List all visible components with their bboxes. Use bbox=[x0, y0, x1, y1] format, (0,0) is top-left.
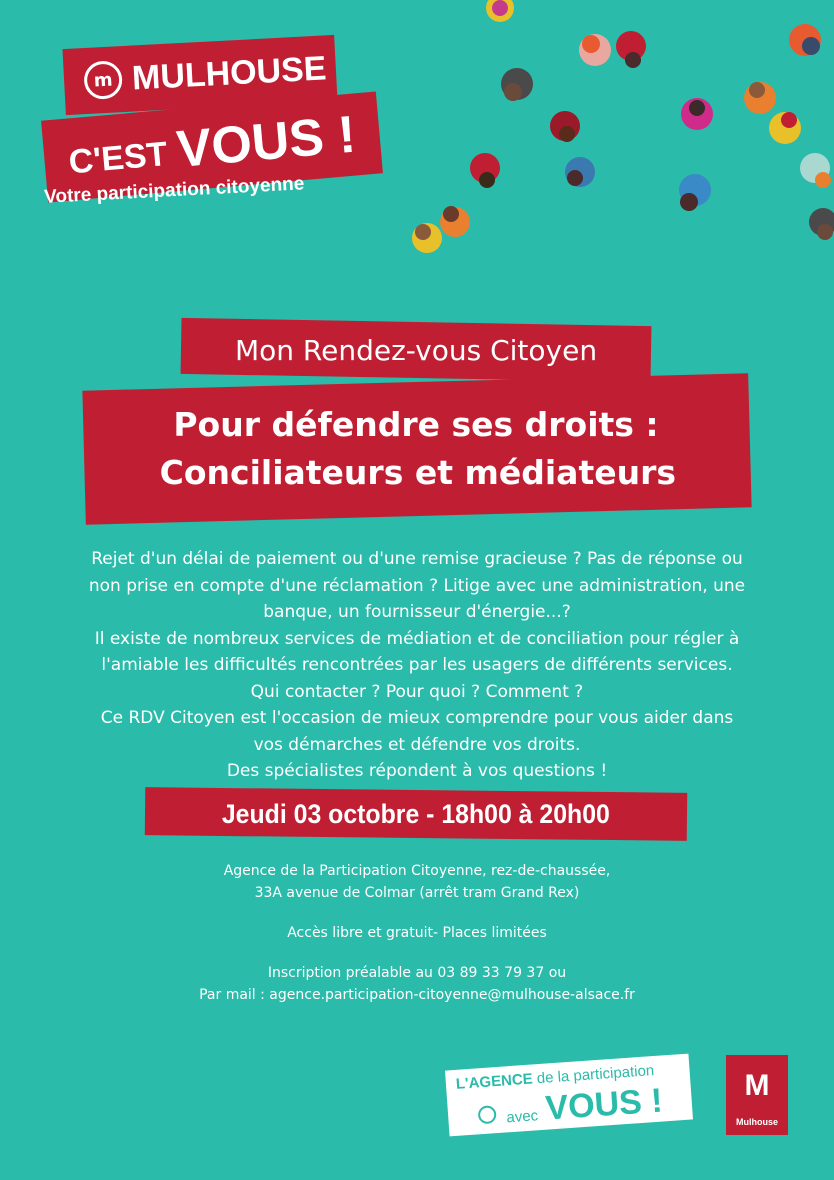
agence-participation-logo bbox=[445, 1054, 693, 1137]
event-title-banner bbox=[82, 373, 751, 524]
person-figure bbox=[565, 157, 595, 187]
person-figure bbox=[579, 31, 646, 68]
logo-mulhouse-text: MULHOUSE bbox=[131, 48, 328, 98]
person-figure bbox=[412, 206, 470, 253]
description-line: Rejet d'un délai de paiement ou d'une remise gracieuse ? Pas de réponse ou bbox=[91, 549, 743, 569]
city-logo-letter: M bbox=[744, 1069, 770, 1102]
city-logo-name: Mulhouse bbox=[736, 1117, 778, 1127]
mulhouse-city-logo bbox=[726, 1055, 788, 1135]
registration-info bbox=[100, 962, 734, 1006]
event-series-banner bbox=[181, 318, 652, 382]
location-line1: Agence de la Participation Citoyenne, rez-de-chaussée, bbox=[223, 863, 611, 879]
description-line: banque, un fournisseur d'énergie...? bbox=[263, 602, 571, 622]
registration-phone: Inscription préalable au 03 89 33 79 37 ou bbox=[267, 965, 567, 981]
location-info bbox=[100, 860, 734, 904]
registration-email: Par mail : agence.participation-citoyenne@mulhouse-alsace.fr bbox=[199, 987, 635, 1003]
location-line2: 33A avenue de Colmar (arrêt tram Grand Rex) bbox=[254, 885, 580, 901]
agence-logo-de-la: de la participation bbox=[536, 1062, 655, 1088]
description-line: vos démarches et défendre vos droits. bbox=[253, 734, 581, 755]
event-title-line1: Pour défendre ses droits : bbox=[173, 405, 659, 445]
person-figure bbox=[681, 98, 713, 130]
access-info bbox=[100, 922, 734, 944]
lightbulb-icon bbox=[478, 1105, 497, 1124]
person-figure bbox=[550, 111, 580, 142]
agence-logo-avec: avec bbox=[505, 1107, 539, 1127]
people-crowd-illustration bbox=[395, 0, 834, 280]
description-line: Des spécialistes répondent à vos questions ! bbox=[226, 761, 608, 781]
logo-vous-text: VOUS ! bbox=[174, 105, 358, 179]
agence-logo-agence: L'AGENCE bbox=[455, 1070, 534, 1093]
description-text bbox=[40, 546, 794, 785]
description-line: Qui contacter ? Pour quoi ? Comment ? bbox=[250, 681, 584, 702]
description-line: Ce RDV Citoyen est l'occasion de mieux comprendre pour vous aider dans bbox=[100, 708, 734, 728]
person-figure bbox=[501, 68, 533, 101]
event-series-label: Mon Rendez-vous Citoyen bbox=[234, 333, 598, 367]
logo-cest-text: C'EST bbox=[67, 134, 169, 181]
person-figure bbox=[800, 153, 831, 188]
person-figure bbox=[789, 24, 821, 56]
person-figure bbox=[679, 174, 711, 211]
description-line: l'amiable les difficultés rencontrées par les usagers de différents services. bbox=[101, 655, 733, 675]
person-figure bbox=[470, 153, 500, 188]
logo-tagline: Votre participation citoyenne bbox=[43, 173, 305, 208]
event-title-line2: Conciliateurs et médiateurs bbox=[159, 452, 676, 492]
event-date-banner bbox=[145, 787, 687, 841]
access-text: Accès libre et gratuit- Places limitées bbox=[287, 925, 547, 941]
event-date-text: Jeudi 03 octobre - 18h00 à 20h00 bbox=[222, 798, 610, 829]
agence-logo-vous: VOUS ! bbox=[544, 1081, 664, 1128]
description-line: Il existe de nombreux services de médiation et de conciliation pour régler à bbox=[94, 628, 740, 649]
person-figure bbox=[809, 208, 834, 240]
lightbulb-icon: m bbox=[83, 60, 123, 100]
person-figure bbox=[486, 0, 514, 22]
person-figure bbox=[744, 82, 801, 144]
description-line: non prise en compte d'une réclamation ? Litige avec une administration, une bbox=[88, 575, 746, 596]
